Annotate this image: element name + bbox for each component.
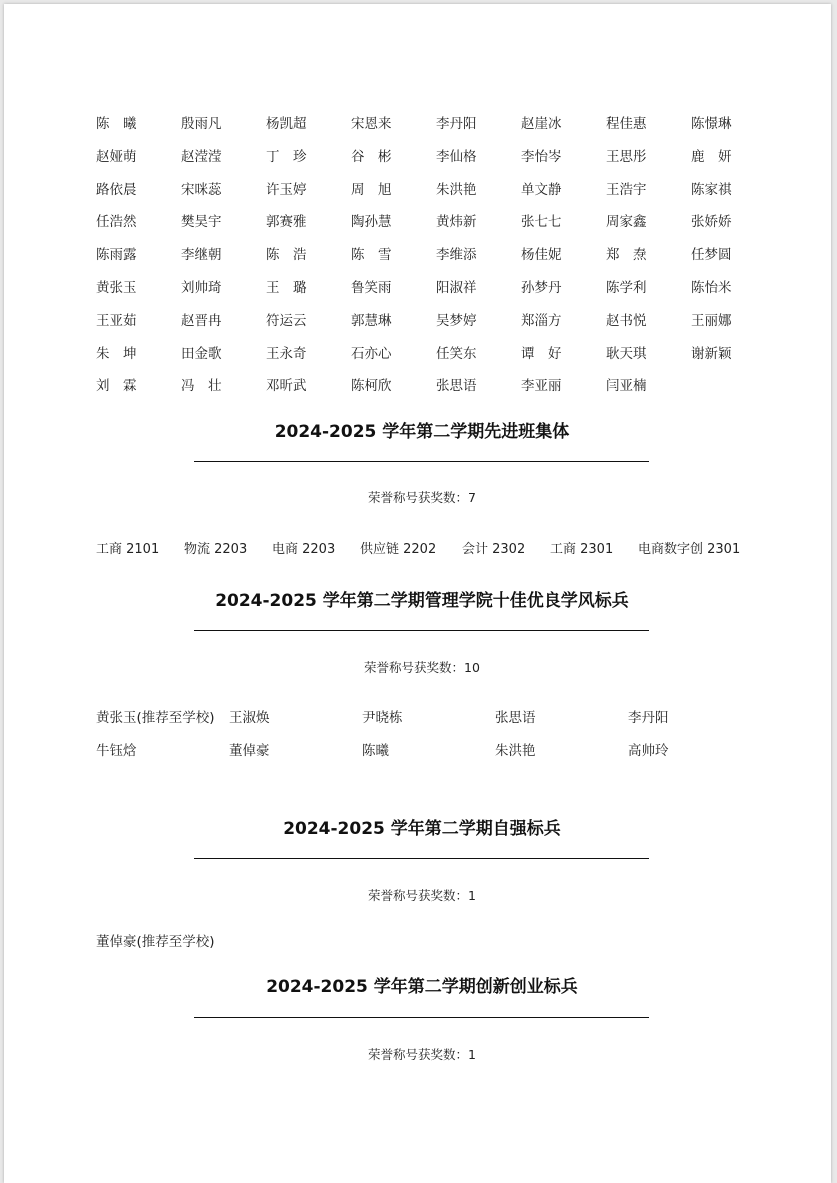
class-item: 供应链 2202	[360, 542, 437, 557]
name-cell: 尹晓栋	[362, 710, 403, 726]
name-cell: 田金歌	[181, 345, 222, 362]
award-count-advanced-class: 荣誉称号获奖数：7	[368, 490, 476, 505]
name-cell: 王淑焕	[229, 710, 270, 726]
name-cell: 朱洪艳	[495, 743, 536, 759]
class-item: 电商 2203	[272, 542, 336, 557]
name-cell: 陈怡米	[691, 279, 732, 296]
name-cell: 张七七	[521, 214, 562, 231]
name-cell: 赵滢滢	[181, 148, 222, 165]
name-cell: 王永奇	[266, 345, 307, 362]
name-cell: 赵崖冰	[521, 116, 562, 132]
name-cell: 耿天琪	[606, 345, 647, 362]
award-count-study-model: 荣誉称号获奖数：10	[364, 660, 480, 675]
name-cell: 郭赛雅	[266, 214, 307, 231]
name-cell: 谢新颖	[691, 345, 732, 362]
name-cell: 陈 雪	[351, 247, 392, 264]
name-cell: 黄炜新	[436, 214, 477, 231]
title-underline	[194, 461, 649, 462]
name-cell: 鲁笑雨	[351, 279, 392, 296]
name-cell: 陈柯欣	[351, 378, 392, 395]
name-cell: 王 璐	[266, 279, 307, 296]
section-title-innovation-model: 2024-2025 学年第二学期创新创业标兵	[266, 977, 578, 997]
document-page	[4, 4, 831, 1183]
name-cell: 陈学利	[606, 279, 647, 296]
name-cell: 单文静	[521, 181, 562, 198]
name-cell: 谷 彬	[351, 148, 392, 165]
name-cell: 谭 好	[521, 345, 562, 362]
title-underline	[194, 858, 649, 859]
name-cell: 程佳惠	[606, 116, 647, 132]
name-cell: 黄张玉	[96, 279, 137, 296]
class-item: 工商 2101	[96, 542, 160, 557]
name-cell: 张娇娇	[691, 214, 732, 231]
class-item: 工商 2301	[550, 542, 614, 557]
class-item: 电商数字创 2301	[638, 542, 741, 557]
name-cell: 樊昊宇	[181, 214, 222, 231]
name-cell: 陈家祺	[691, 181, 732, 198]
name-cell: 李亚丽	[521, 378, 562, 395]
name-cell: 冯 壮	[181, 378, 222, 395]
name-cell: 董倬豪	[229, 743, 270, 759]
name-cell: 杨凯超	[266, 116, 307, 132]
section-title-study-model: 2024-2025 学年第二学期管理学院十佳优良学风标兵	[215, 591, 629, 611]
name-cell: 宋恩来	[351, 116, 392, 132]
study-model-names	[96, 706, 761, 772]
name-cell: 王丽娜	[691, 312, 732, 329]
name-cell: 闫亚楠	[606, 378, 647, 395]
name-cell: 杨佳妮	[521, 247, 562, 264]
name-cell: 赵晋冉	[181, 312, 222, 329]
class-item: 物流 2203	[184, 542, 248, 557]
section-title-advanced-class: 2024-2025 学年第二学期先进班集体	[274, 422, 570, 442]
name-cell: 鹿 妍	[691, 148, 732, 165]
class-item: 会计 2302	[462, 542, 526, 557]
name-cell: 周 旭	[351, 181, 392, 198]
award-names-grid	[96, 112, 776, 407]
name-cell: 牛钰焓	[96, 743, 137, 759]
name-cell: 周家鑫	[606, 214, 647, 231]
name-cell: 李维添	[436, 247, 477, 264]
title-underline	[194, 630, 649, 631]
name-cell: 陈 曦	[96, 116, 137, 132]
name-cell: 高帅玲	[628, 743, 669, 759]
name-cell: 殷雨凡	[181, 116, 222, 132]
name-cell: 王思彤	[606, 148, 647, 165]
name-cell: 孙梦丹	[521, 279, 562, 296]
name-cell: 任梦圆	[691, 247, 732, 264]
name-cell: 李丹阳	[436, 116, 477, 132]
name-cell: 陈雨露	[96, 247, 137, 264]
name-cell: 丁 珍	[266, 148, 307, 165]
name-cell: 阳淑祥	[436, 279, 477, 296]
name-cell: 李丹阳	[628, 710, 669, 726]
name-cell: 陈 浩	[266, 247, 307, 264]
name-cell: 黄张玉(推荐至学校)	[96, 710, 215, 726]
name-cell: 李继朝	[181, 247, 222, 264]
self-model-name: 董倬豪(推荐至学校)	[96, 934, 215, 950]
name-cell: 任笑东	[436, 345, 477, 362]
name-cell: 符运云	[266, 312, 307, 329]
name-cell: 陈憬琳	[691, 116, 732, 132]
name-cell: 郑 焘	[606, 247, 647, 264]
award-count-self-model: 荣誉称号获奖数：1	[368, 888, 476, 903]
name-cell: 朱洪艳	[436, 181, 477, 198]
title-underline	[194, 1017, 649, 1018]
name-cell: 郭慧琳	[351, 312, 392, 329]
name-cell: 王浩宇	[606, 181, 647, 198]
name-cell: 吴梦婷	[436, 312, 477, 329]
name-cell: 朱 坤	[96, 345, 137, 362]
name-cell: 石亦心	[351, 345, 392, 362]
name-cell: 刘帅琦	[181, 279, 222, 296]
name-cell: 郑淄方	[521, 312, 562, 329]
section-title-self-model: 2024-2025 学年第二学期自强标兵	[283, 819, 561, 839]
name-cell: 宋咪蕊	[181, 181, 222, 198]
name-cell: 赵娅萌	[96, 148, 137, 165]
name-cell: 陈曦	[362, 743, 389, 759]
name-cell: 张思语	[495, 710, 536, 726]
name-cell: 邓昕武	[266, 378, 307, 395]
name-cell: 李仙格	[436, 148, 477, 165]
award-count-innovation-model: 荣誉称号获奖数：1	[368, 1047, 476, 1062]
name-cell: 许玉婷	[266, 181, 307, 198]
name-cell: 路依晨	[96, 181, 137, 198]
name-cell: 王亚茹	[96, 312, 137, 329]
name-cell: 张思语	[436, 378, 477, 395]
name-cell: 任浩然	[96, 214, 137, 231]
name-cell: 陶孙慧	[351, 214, 392, 231]
name-cell: 李怡岑	[521, 148, 562, 165]
name-cell: 赵书悦	[606, 312, 647, 329]
name-cell: 刘 霖	[96, 378, 137, 395]
